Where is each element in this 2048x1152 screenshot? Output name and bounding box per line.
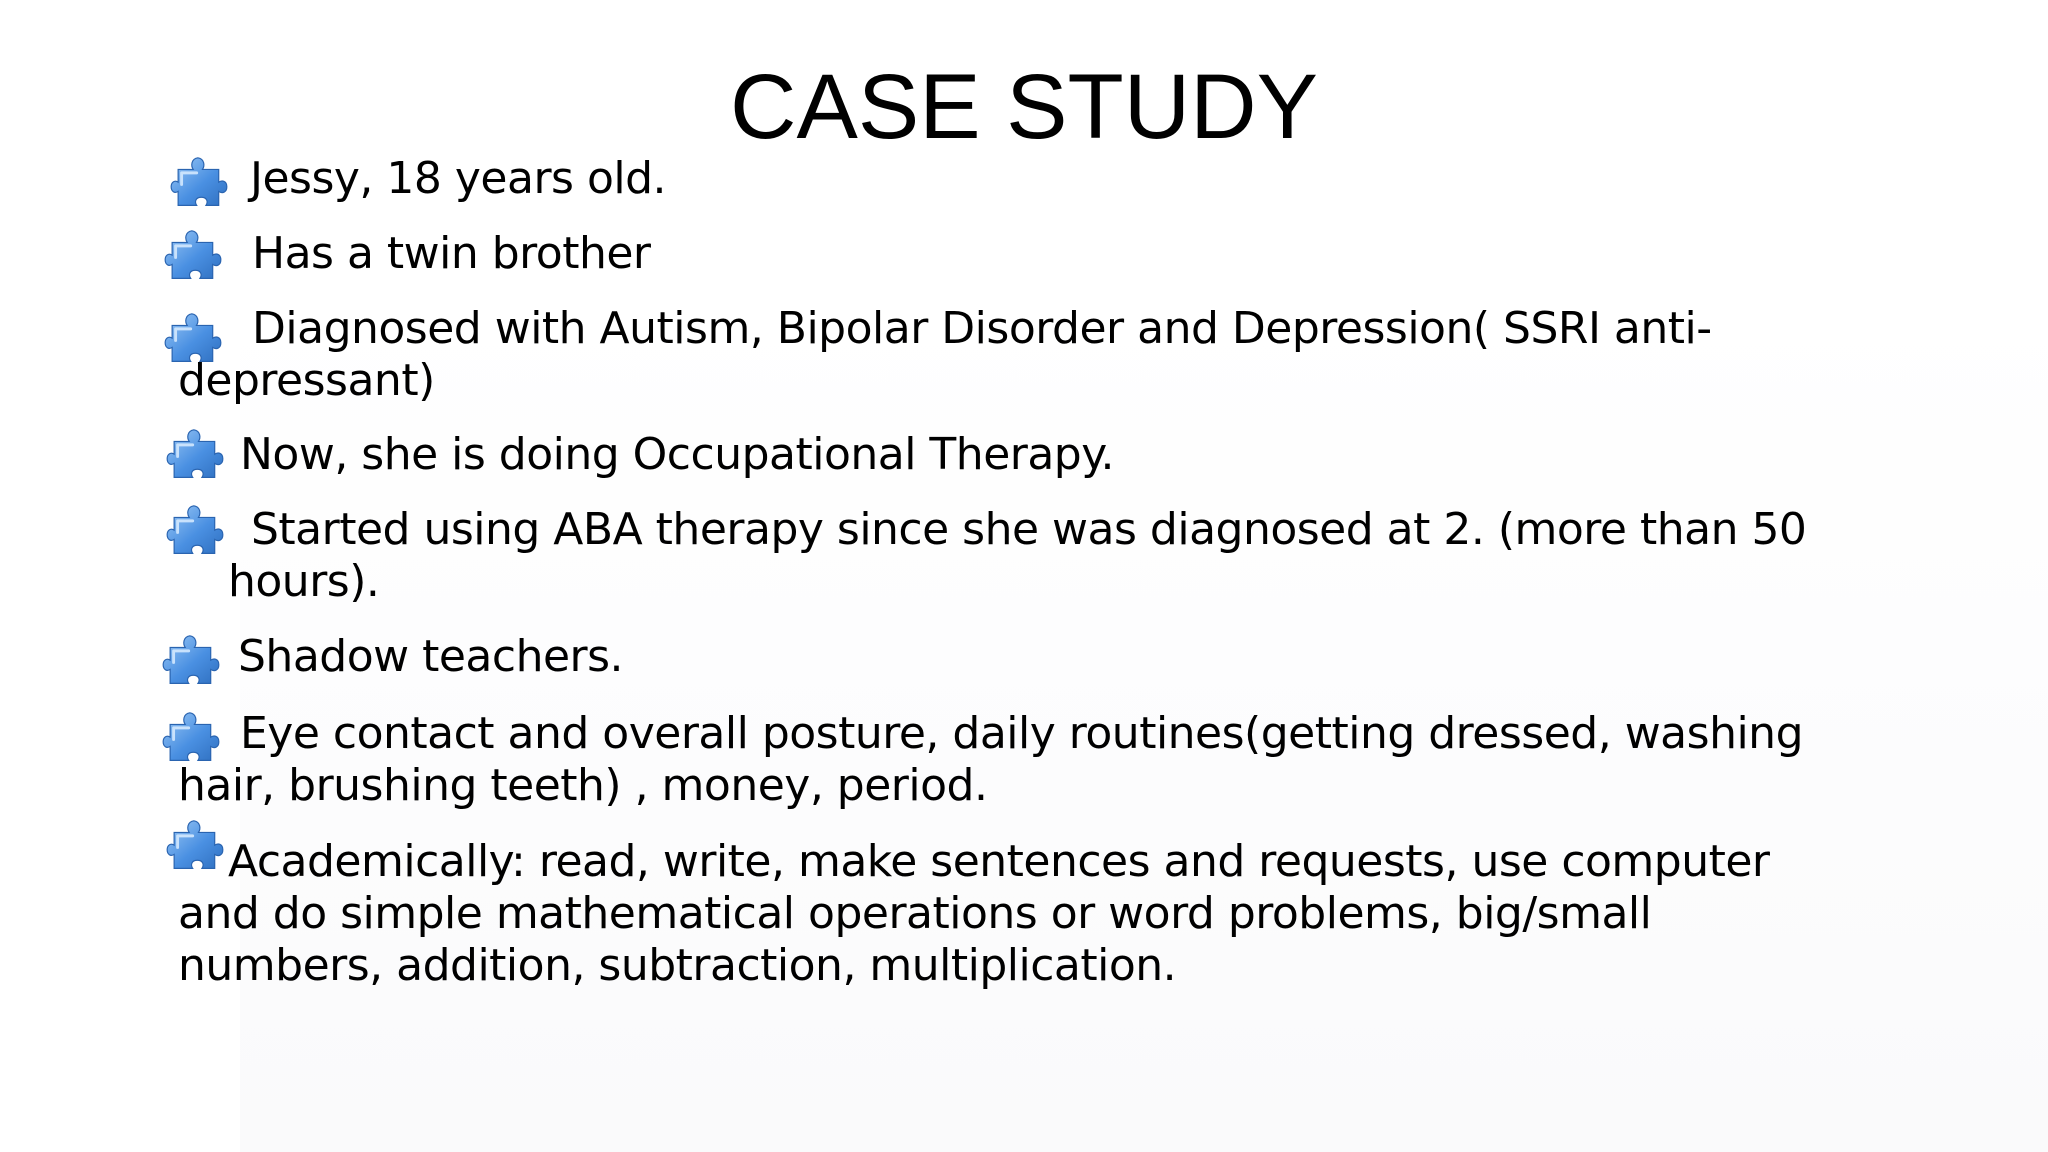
puzzle-piece-icon bbox=[162, 707, 220, 765]
puzzle-piece-icon bbox=[170, 152, 228, 210]
bullet-item-2-line-1: Has a twin brother bbox=[252, 228, 651, 279]
bullet-item-8-line-1: Academically: read, write, make sentences and requests, use computer bbox=[228, 836, 1770, 887]
bullet-item-3-line-2: depressant) bbox=[178, 355, 435, 406]
slide-title: CASE STUDY bbox=[730, 56, 1318, 158]
bullet-item-8-line-3: numbers, addition, subtraction, multiplication. bbox=[178, 940, 1177, 991]
puzzle-piece-icon bbox=[166, 500, 224, 558]
bullet-item-5-line-2: hours). bbox=[228, 556, 380, 607]
bullet-item-7-line-1: Eye contact and overall posture, daily routines(getting dressed, washing bbox=[240, 708, 1803, 759]
puzzle-piece-icon bbox=[162, 630, 220, 688]
bullet-item-3-line-1: Diagnosed with Autism, Bipolar Disorder and Depression( SSRI anti- bbox=[252, 303, 1712, 354]
puzzle-piece-icon bbox=[166, 815, 224, 873]
puzzle-piece-icon bbox=[164, 225, 222, 283]
puzzle-piece-icon bbox=[166, 424, 224, 482]
bullet-item-7-line-2: hair, brushing teeth) , money, period. bbox=[178, 760, 988, 811]
bullet-item-8-line-2: and do simple mathematical operations or word problems, big/small bbox=[178, 888, 1652, 939]
bullet-item-6-line-1: Shadow teachers. bbox=[238, 631, 624, 682]
bullet-item-5-line-1: Started using ABA therapy since she was diagnosed at 2. (more than 50 bbox=[251, 504, 1807, 555]
bullet-item-4-line-1: Now, she is doing Occupational Therapy. bbox=[240, 429, 1114, 480]
bullet-item-1-line-1: Jessy, 18 years old. bbox=[250, 153, 667, 204]
